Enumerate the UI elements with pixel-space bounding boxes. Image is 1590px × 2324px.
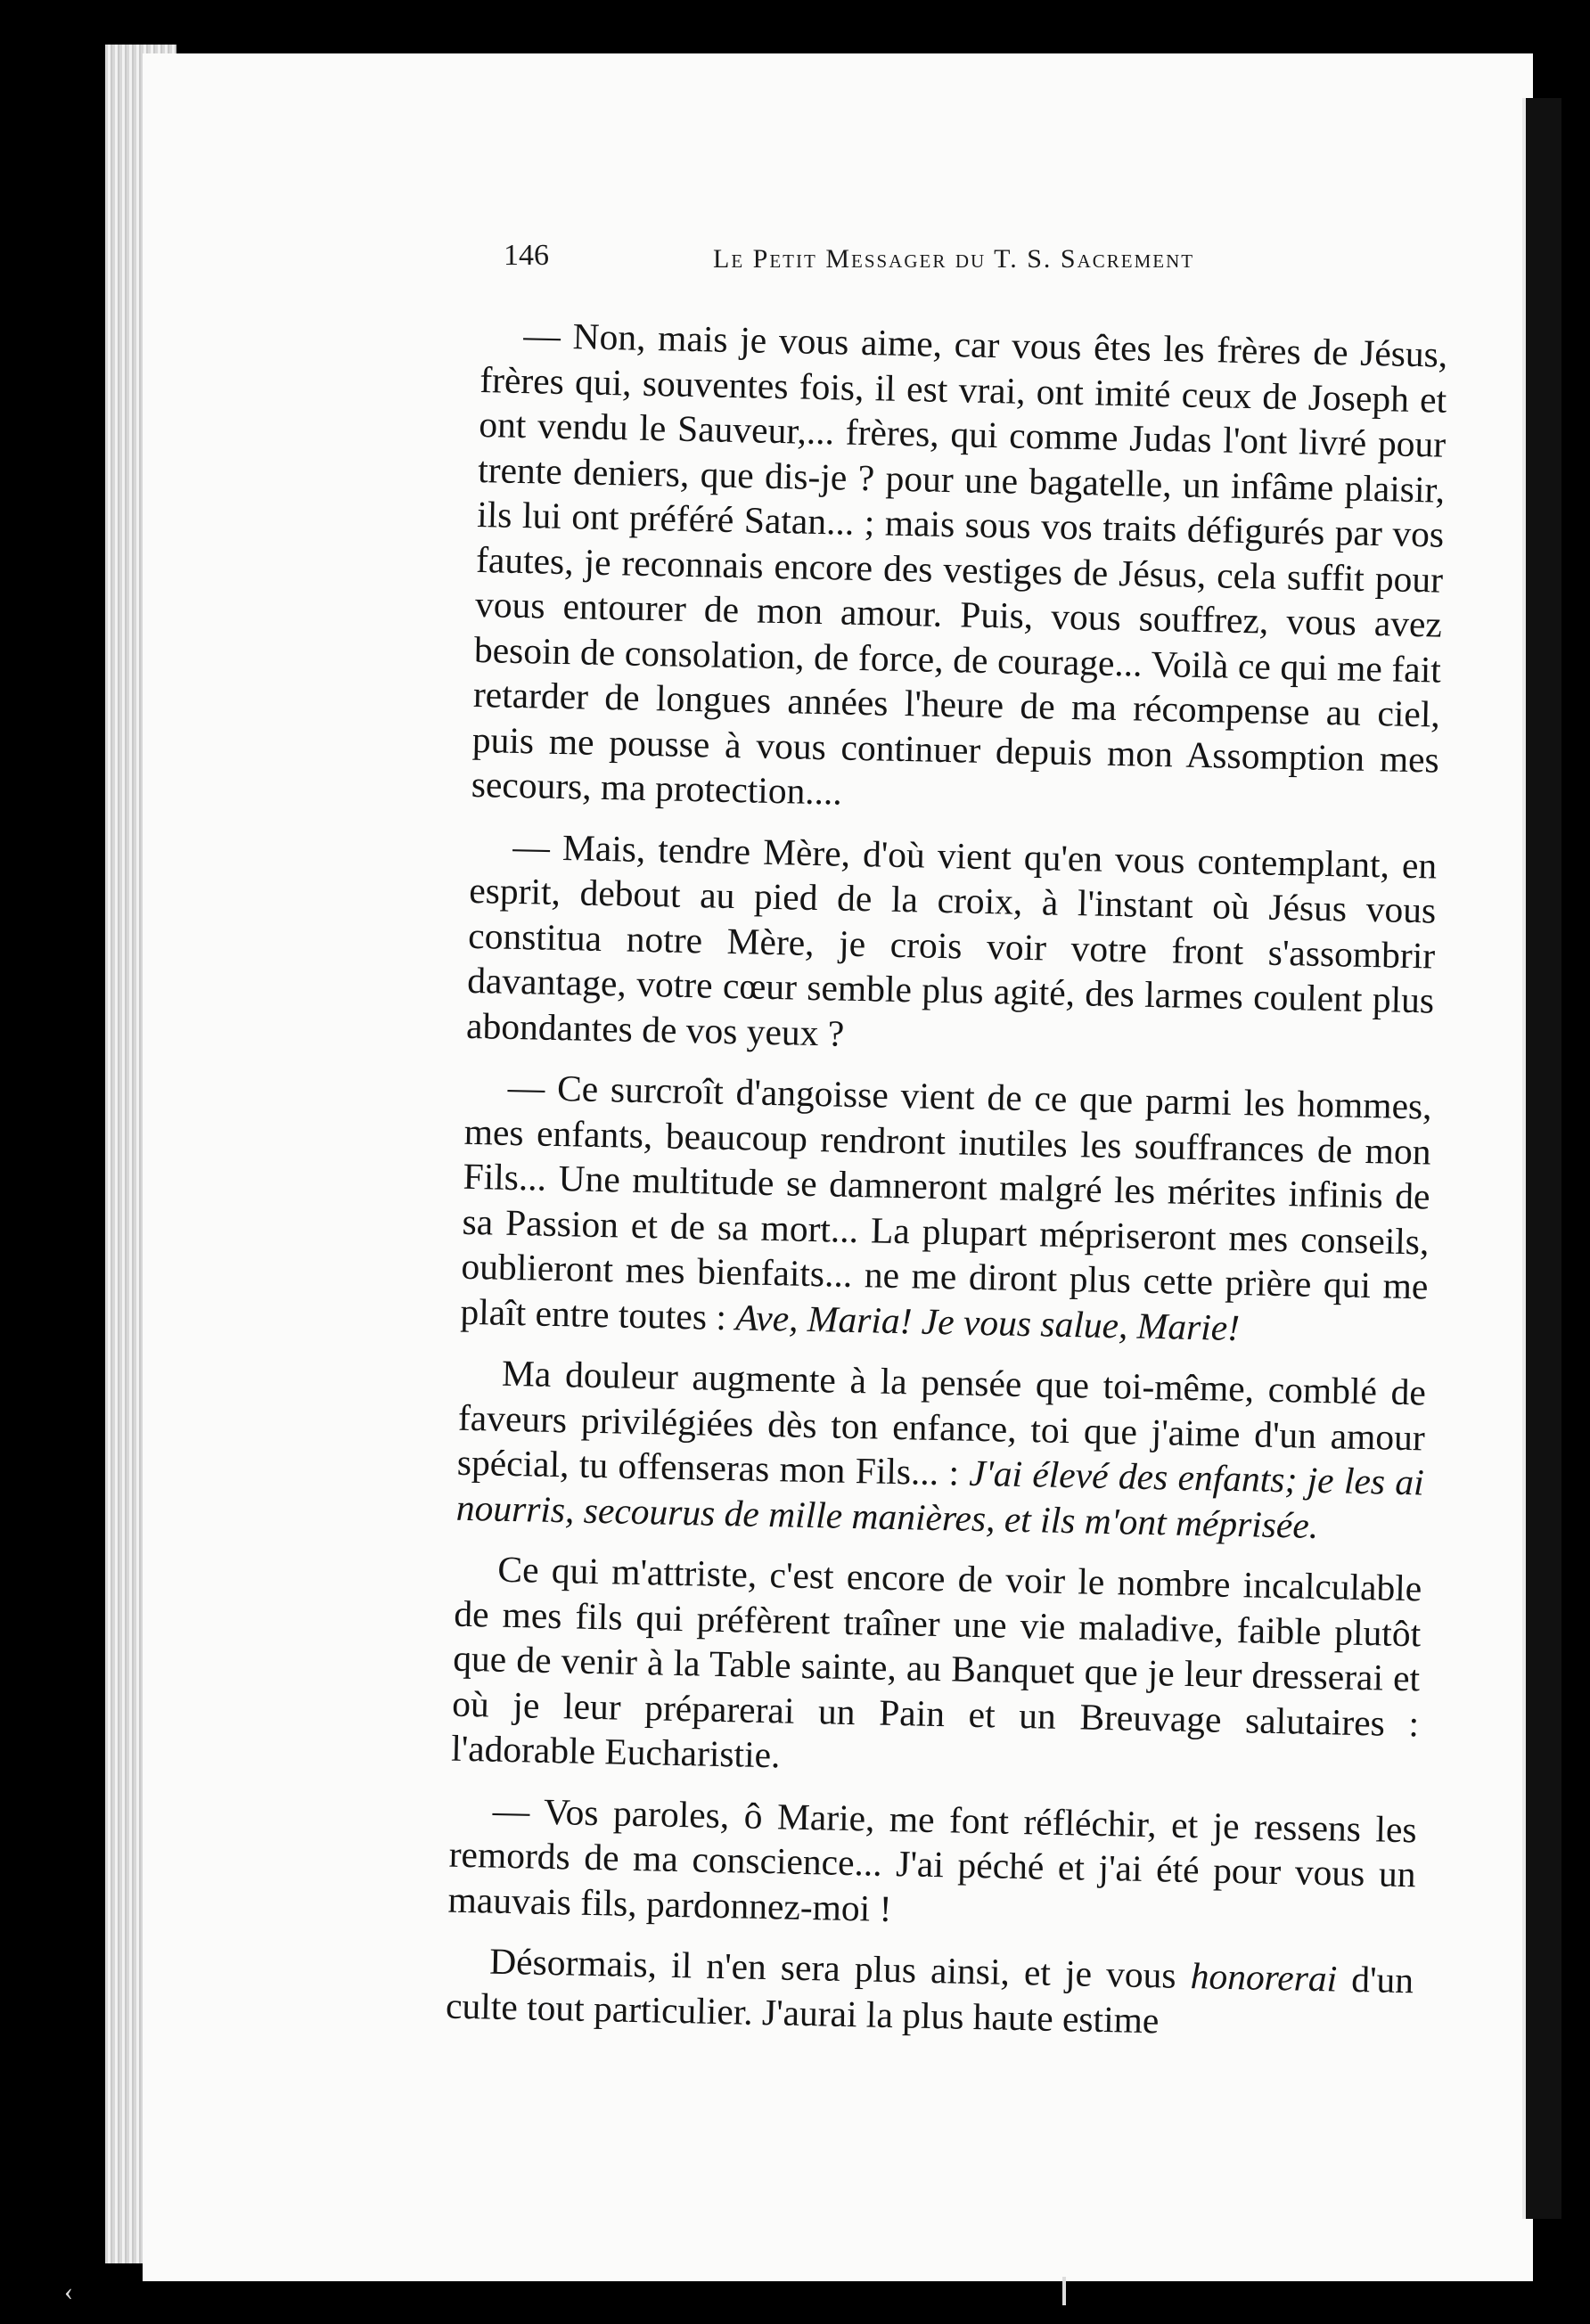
- paragraph: Ma douleur augmente à la pensée que toi-même, comblé de faveurs privilégiées dès ton enfance, toi que j'aime d'un amour spécial, tu offenseras mon Fils... : J'ai élevé des enfants; je les ai nourris, secourus de mille manières, et ils m'ont méprisée.: [455, 1352, 1427, 1546]
- body-text: [445, 312, 1447, 2064]
- page-number: 146: [504, 239, 549, 272]
- paragraph: — Ce surcroît d'angoisse vient de ce que parmi les hommes, mes enfants, beaucoup rendront inutiles les souffrances de mon Fils... Une multitude se damneront malgré les mérites infinis de sa Passion et de sa mort... La plupart mépriseront mes conseils, oublieront mes bienfaits... ne me diront plus cette prière qui me plaît entre toutes : Ave, Maria! Je vous salue, Marie!: [460, 1066, 1433, 1348]
- italic-quote: Ave, Maria! Je vous salue, Marie!: [734, 1296, 1241, 1348]
- italic-quote: J'ai élevé des enfants; je les ai nourris, secourus de mille manières, et ils m'ont méprisée.: [455, 1452, 1425, 1546]
- facing-page-edge: [1522, 98, 1561, 2219]
- paragraph: — Vos paroles, ô Marie, me font réfléchir, et je ressens les remords de ma conscience... J'ai péché et j'ai été pour vous un mauvais fils, pardonnez-moi !: [447, 1789, 1418, 1929]
- paragraph: — Non, mais je vous aime, car vous êtes les frères de Jésus, frères qui, souventes fois, il est vrai, ont imité ceux de Joseph et ont vendu le Sauveur,... frères, qui comme Judas l'ont livré pour trente deniers, que dis-je ? pour une bagatelle, un infâme plaisir, ils lui ont préféré Satan... ; mais sous vos traits défigurés par vos fautes, je reconnais encore des vestiges de Jésus, cela suffit pour vous entourer de mon amour. Puis, vous souffrez, vous avez besoin de consolation, de force, de courage... Voilà ce qui me fait retarder de longues années l'heure de ma récompense au ciel, puis me pousse à vous continuer depuis mon Assomption mes secours, ma protection....: [471, 315, 1448, 813]
- paragraph: Ce qui m'attriste, c'est encore de voir le nombre incalculable de mes fils qui préfèrent traîner une vie maladive, faible plutôt que de venir à la Table sainte, au Banquet que je leur dresserai et où je leur préparerai un Pain et un Breuvage salutaires : l'adorable Eucharistie.: [450, 1548, 1422, 1776]
- running-title: Le Petit Messager du T. S. Sacrement: [713, 244, 1195, 274]
- running-head: [504, 239, 1430, 283]
- scan-mark-bottom: [1062, 2277, 1066, 2305]
- scan-mark: ‹: [64, 2277, 73, 2306]
- italic-word: honorerai: [1190, 1955, 1338, 2000]
- paragraph: — Mais, tendre Mère, d'où vient qu'en vous contemplant, en esprit, debout au pied de la croix, à l'instant où Jésus vous constitua notre Mère, je crois voir votre front s'assombrir davantage, votre cœur semble plus agité, des larmes coulent plus abondantes de vos yeux ?: [465, 825, 1438, 1054]
- paragraph: Désormais, il n'en sera plus ainsi, et je vous honorerai d'un culte tout particulier. J'aurai la plus haute estime: [445, 1940, 1414, 2041]
